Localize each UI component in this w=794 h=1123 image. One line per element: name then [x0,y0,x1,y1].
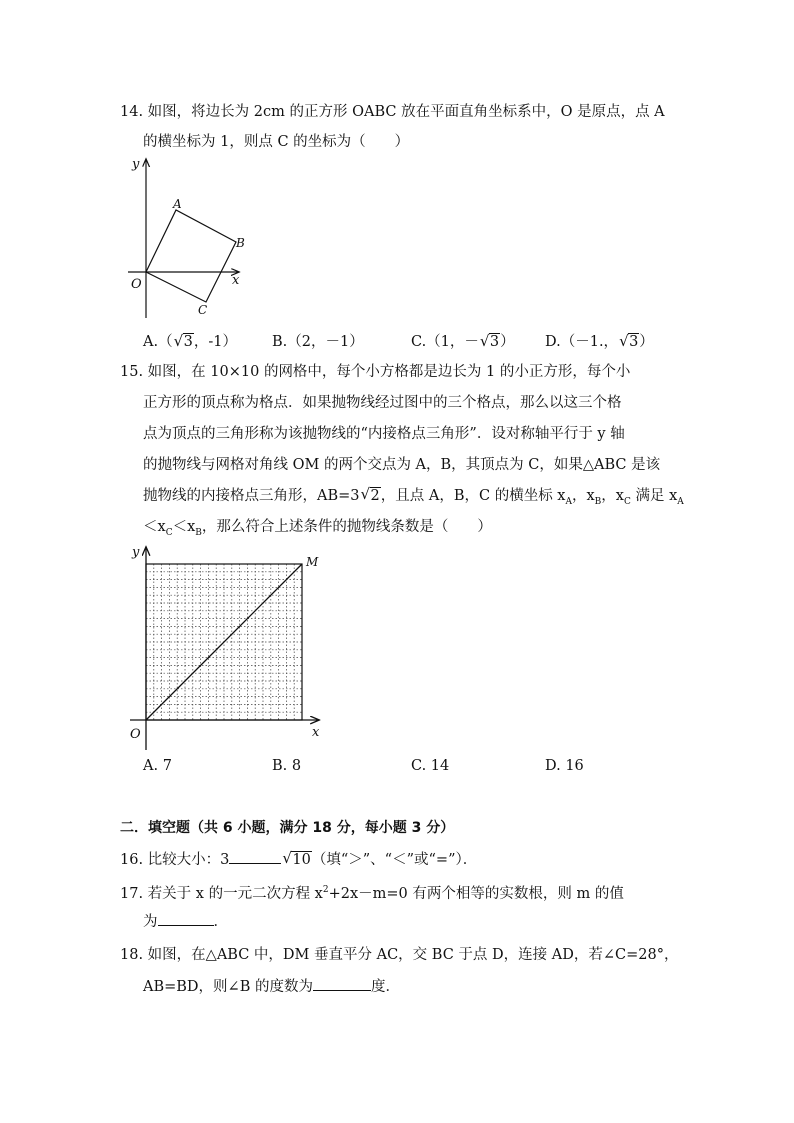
q14-option-d[interactable]: D.（－1.，√ 3） [545,330,654,351]
q16-answer-blank[interactable] [229,849,281,864]
q14-label-y: y [132,157,140,172]
q17-answer-blank[interactable] [158,911,214,926]
q15-stem-line4: 的抛物线与网格对角线 OM 的两个交点为 A，B，其顶点为 C，如果△ABC 是该 [143,457,661,473]
q15-label-x: x [312,725,320,740]
q14-figure [120,152,260,322]
q17-stem-line1: 17. 若关于 x 的一元二次方程 $x^2+2x-m=0$ 有两个相等的实数根，则 m 的值 [120,885,624,902]
q14-label-x: x [232,273,240,288]
q14-stem-line1: 14. 如图，将边长为 2cm 的正方形 OABC 放在平面直角坐标系中，O 是原点，点 A [120,104,665,120]
q14-option-b[interactable]: B.（2，－1） [272,334,364,350]
q15-stem-line2: 正方形的顶点称为格点．如果抛物线经过图中的三个格点，那么以这三个格 [143,395,622,411]
q18-stem-line2: AB=BD，则∠B 的度数为 度． [143,976,400,997]
q15-option-b[interactable]: B. 8 [272,758,302,774]
q15-option-d[interactable]: D. 16 [545,758,584,774]
q14-stem-line2: 的横坐标为 1，则点 C 的坐标为（ ） [143,134,410,150]
q14-label-O: O [131,277,142,292]
q16-stem: 16. 比较大小：3√ 10（填“＞”、“＜”或“=”）． [120,849,477,870]
q17-stem-line2: 为 ． [143,911,228,932]
q14-label-B: B [236,236,245,250]
q14-label-C: C [198,303,208,317]
q15-stem-line1: 15. 如图，在 10×10 的网格中，每个小方格都是边长为 1 的小正方形，每个小 [120,364,631,380]
q15-stem-line3: 点为顶点的三角形称为该抛物线的“内接格点三角形”．设对称轴平行于 y 轴 [143,426,625,442]
q15-label-y: y [132,545,140,560]
section2-title: 二．填空题（共 6 小题，满分 18 分，每小题 3 分） [120,820,455,836]
q14-square-OABC [146,210,236,302]
q14-option-a[interactable]: A.（√ 3，-1） [143,330,237,351]
q15-grid-figure [120,540,330,755]
q15-option-a[interactable]: A. 7 [143,758,172,774]
q14-label-A: A [173,197,182,211]
q15-label-M: M [306,555,319,569]
q15-label-O: O [130,727,141,742]
q15-option-c[interactable]: C. 14 [411,758,450,774]
q18-stem-line1: 18. 如图，在△ABC 中，DM 垂直平分 AC，交 BC 于点 D，连接 AD，若∠C=28°， [120,947,679,963]
q15-stem-line5: 抛物线的内接格点三角形，AB=3√ 2，且点 A，B，C 的横坐标 $x_A$，$x_B$，$x_C$ 满足 $x_A$ [143,486,684,512]
q18-answer-blank[interactable] [313,976,371,991]
q15-stem-line6: $<x_C<x_B$，那么符合上述条件的抛物线条数是（ ） [143,519,492,538]
q14-option-c[interactable]: C.（1，－√ 3） [411,330,515,351]
